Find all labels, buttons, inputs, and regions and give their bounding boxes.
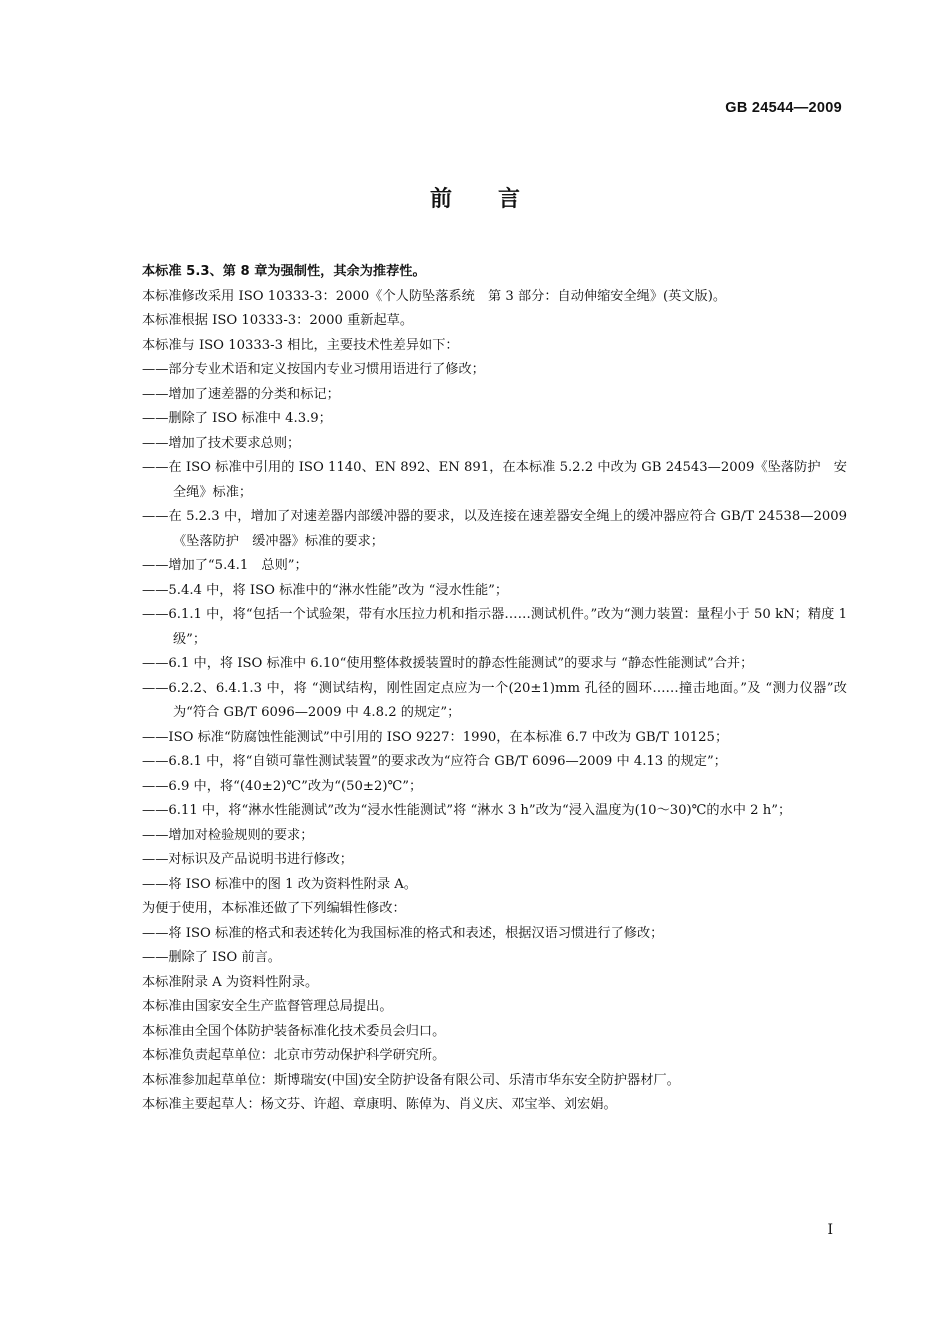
list-item: ——增加了“5.4.1 总则”； bbox=[142, 558, 308, 573]
paragraph-managed-by: 本标准由全国个体防护装备标准化技术委员会归口。 bbox=[142, 1023, 446, 1039]
list-item: ——删除了 ISO 前言。 bbox=[142, 950, 281, 965]
list-item: ——6.1.1 中，将“包括一个试验架，带有水压拉力机和指示器……测试机件。”改为“测力装置：量程小于 50 kN；精度 1 级”； bbox=[142, 607, 847, 647]
paragraph-editorial-intro: 为便于使用，本标准还做了下列编辑性修改： bbox=[142, 901, 406, 916]
list-item: ——删除了 ISO 标准中 4.3.9； bbox=[142, 411, 332, 426]
list-item: ——6.2.2、6.4.1.3 中，将 “测试结构，刚性固定点应为一个(20±1)mm 孔径的圆环……撞击地面。”及 “测力仪器”改为“符合 GB/T 6096—2009 中 4.8.2 的规定”； bbox=[142, 680, 847, 720]
paragraph-mandatory: 本标准 5.3、第 8 章为强制性，其余为推荐性。 bbox=[142, 264, 426, 279]
list-item: ——6.11 中，将“淋水性能测试”改为“浸水性能测试”将 “淋水 3 h”改为“浸入温度为(10～30)℃的水中 2 h”； bbox=[142, 803, 792, 818]
paragraph-drafting-basis: 本标准根据 ISO 10333-3：2000 重新起草。 bbox=[142, 313, 414, 328]
standard-number: GB 24544—2009 bbox=[725, 100, 842, 116]
list-item: ——将 ISO 标准的格式和表述转化为我国标准的格式和表述，根据汉语习惯进行了修改； bbox=[142, 925, 664, 941]
page-number: I bbox=[827, 1222, 833, 1238]
list-item: ——增加对检验规则的要求； bbox=[142, 827, 314, 843]
paragraph-adoption: 本标准修改采用 ISO 10333-3：2000《个人防坠落系统 第 3 部分：自动伸缩安全绳》(英文版)。 bbox=[142, 288, 727, 304]
paragraph-main-drafters: 本标准主要起草人：杨文芬、许超、章康明、陈倬为、肖义庆、邓宝举、刘宏娟。 bbox=[142, 1097, 617, 1112]
list-item: ——6.1 中，将 ISO 标准中 6.10“使用整体救援装置时的静态性能测试”的要求与 “静态性能测试”合并； bbox=[142, 656, 754, 671]
paragraph-participating-drafters: 本标准参加起草单位：斯博瑞安(中国)安全防护设备有限公司、乐清市华东安全防护器材厂。 bbox=[142, 1072, 680, 1088]
paragraph-annex: 本标准附录 A 为资料性附录。 bbox=[142, 974, 319, 990]
paragraph-differences-intro: 本标准与 ISO 10333-3 相比，主要技术性差异如下： bbox=[142, 337, 459, 353]
list-item: ——对标识及产品说明书进行修改； bbox=[142, 852, 353, 867]
list-item: ——增加了速差器的分类和标记； bbox=[142, 386, 340, 402]
list-item: ——5.4.4 中，将 ISO 标准中的“淋水性能”改为 “浸水性能”； bbox=[142, 582, 509, 598]
list-item: ——6.9 中，将“(40±2)℃”改为“(50±2)℃”； bbox=[142, 778, 423, 794]
document-body bbox=[142, 260, 847, 1118]
list-item: ——将 ISO 标准中的图 1 改为资料性附录 A。 bbox=[142, 876, 417, 892]
list-item: ——部分专业术语和定义按国内专业习惯用语进行了修改； bbox=[142, 362, 485, 377]
paragraph-responsible-drafter: 本标准负责起草单位：北京市劳动保护科学研究所。 bbox=[142, 1048, 446, 1063]
paragraph-proposed-by: 本标准由国家安全生产监督管理总局提出。 bbox=[142, 999, 393, 1014]
list-item: ——6.8.1 中，将“自锁可靠性测试装置”的要求改为“应符合 GB/T 6096—2009 中 4.13 的规定”； bbox=[142, 754, 727, 769]
page-title: 前言 bbox=[429, 187, 566, 212]
list-item: ——ISO 标准“防腐蚀性能测试”中引用的 ISO 9227：1990，在本标准 6.7 中改为 GB/T 10125； bbox=[142, 729, 729, 745]
list-item: ——在 ISO 标准中引用的 ISO 1140、EN 892、EN 891，在本标准 5.2.2 中改为 GB 24543—2009《坠落防护 安全绳》标准； bbox=[142, 460, 847, 500]
list-item: ——增加了技术要求总则； bbox=[142, 435, 301, 451]
list-item: ——在 5.2.3 中，增加了对速差器内部缓冲器的要求，以及连接在速差器安全绳上的缓冲器应符合 GB/T 24538—2009《坠落防护 缓冲器》标准的要求； bbox=[142, 509, 847, 549]
